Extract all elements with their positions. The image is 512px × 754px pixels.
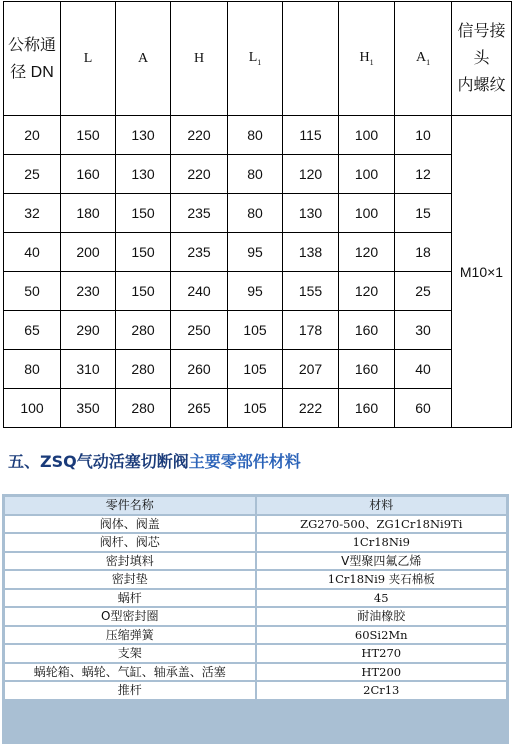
header-A: A xyxy=(116,2,171,116)
table-row: 支架 HT270 xyxy=(5,645,506,662)
table-row: 40 200 150 235 95 138 120 18 xyxy=(4,233,512,272)
dimension-table xyxy=(3,1,512,428)
table-row: 32 180 150 235 80 130 100 15 xyxy=(4,194,512,233)
table-row: 推杆 2Cr13 xyxy=(5,682,506,699)
thread-value: M10×1 xyxy=(452,116,512,428)
table-row: 蜗杆 45 xyxy=(5,590,506,607)
table-row: 100 350 280 265 105 222 160 60 xyxy=(4,389,512,428)
table-row: 蜗轮箱、蜗轮、气缸、轴承盖、活塞 HT200 xyxy=(5,664,506,681)
materials-table xyxy=(3,495,508,701)
header-thread: 信号接 头 内螺纹 xyxy=(452,2,512,116)
header-part-name: 零件名称 xyxy=(5,497,255,514)
header-material: 材料 xyxy=(257,497,507,514)
header-A1: $A_1$ xyxy=(395,2,452,116)
header-dn: 公称通 径 DN xyxy=(4,2,61,116)
materials-table-frame xyxy=(2,494,509,744)
materials-header-row xyxy=(5,497,506,514)
table-row: 密封填料 V型聚四氟乙烯 xyxy=(5,553,506,570)
header-H1: $H_1$ xyxy=(339,2,395,116)
table-row: 阀体、阀盖 ZG270-500、ZG1Cr18Ni9Ti xyxy=(5,516,506,533)
table-row: 密封垫 1Cr18Ni9 夹石棉板 xyxy=(5,571,506,588)
table-row: 65 290 280 250 105 178 160 30 xyxy=(4,311,512,350)
dimension-header-row xyxy=(4,2,512,116)
section-heading: 五、ZSQ气动活塞切断阀主要零部件材料 xyxy=(8,452,301,471)
table-row: 50 230 150 240 95 155 120 25 xyxy=(4,272,512,311)
table-row: 80 310 280 260 105 207 160 40 xyxy=(4,350,512,389)
header-L: L xyxy=(61,2,116,116)
table-row: O型密封圈 耐油橡胶 xyxy=(5,608,506,625)
header-L1: $L_1$ xyxy=(228,2,283,116)
header-H: H xyxy=(171,2,228,116)
table-row: 25 160 130 220 80 120 100 12 xyxy=(4,155,512,194)
table-row: 阀杆、阀芯 1Cr18Ni9 xyxy=(5,534,506,551)
header-blank xyxy=(283,2,339,116)
table-row: 压缩弹簧 60Si2Mn xyxy=(5,627,506,644)
table-row: 20 150 130 220 80 115 100 10 M10×1 xyxy=(4,116,512,155)
